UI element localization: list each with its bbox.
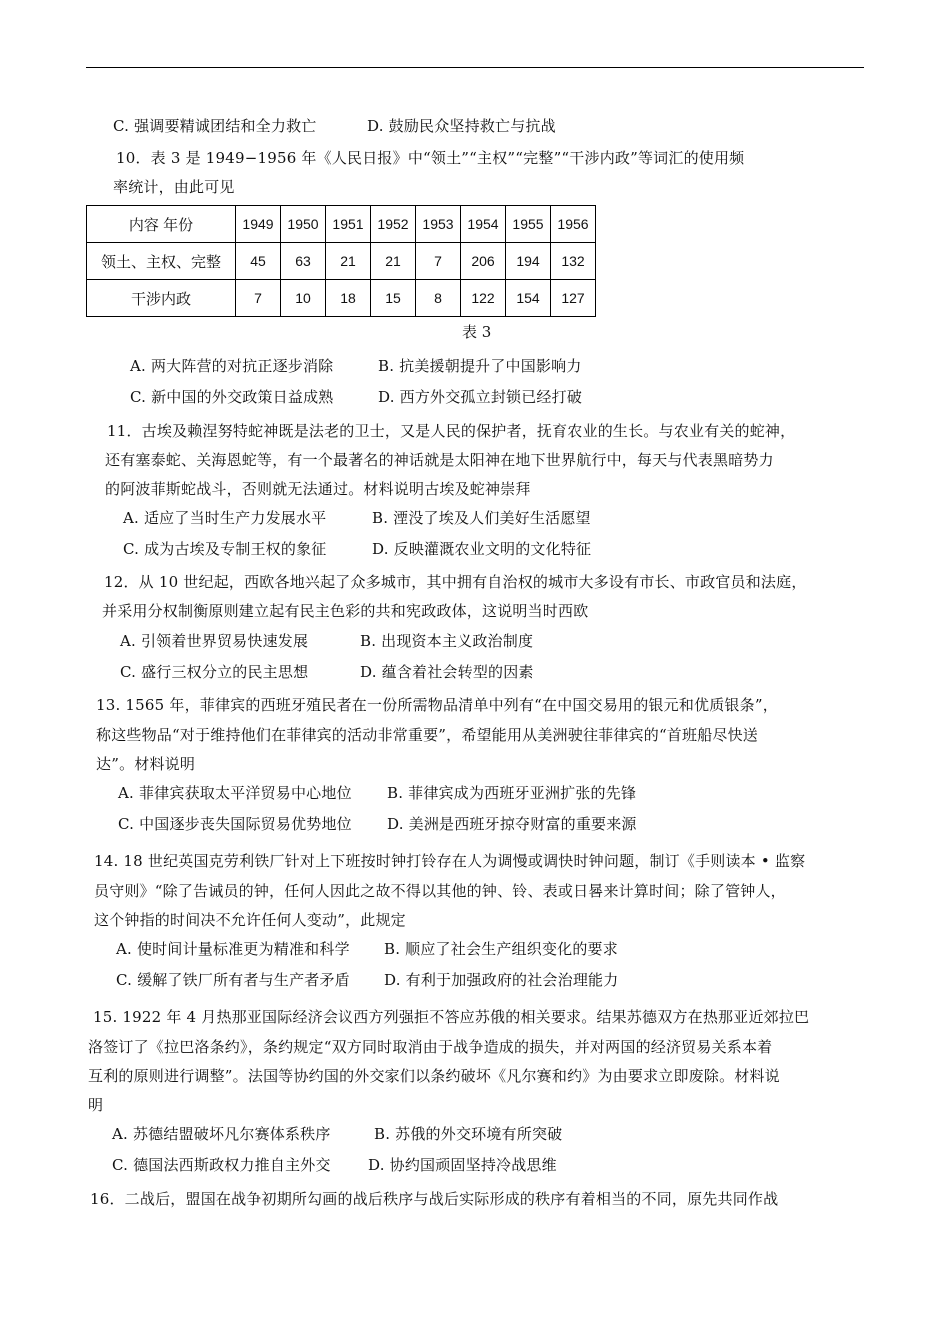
q14-option-d: D. 有利于加强政府的社会治理能力 <box>384 971 619 989</box>
q10-stem-line1: 10．表 3 是 1949−1956 年《人民日报》中“领土”“主权”“完整”“干涉内政”等词汇的使用频 <box>116 149 745 167</box>
value-cell: 7 <box>236 280 281 317</box>
value-cell: 15 <box>371 280 416 317</box>
q9-option-c: C. 强调要精诚团结和全力救亡 <box>113 117 317 135</box>
q15-option-c: C. 德国法西斯政权力推自主外交 <box>112 1156 331 1174</box>
value-cell: 132 <box>551 243 596 280</box>
q10-stem-line2: 率统计，由此可见 <box>113 178 235 196</box>
q14-options-ab <box>116 939 618 959</box>
value-cell: 194 <box>506 243 551 280</box>
table-row <box>87 280 596 317</box>
q13-option-c: C. 中国逐步丧失国际贸易优势地位 <box>118 815 352 833</box>
value-cell: 8 <box>416 280 461 317</box>
table-caption: 表 3 <box>462 323 492 341</box>
value-cell: 63 <box>281 243 326 280</box>
q15-stem-line2: 洛签订了《拉巴洛条约》，条约规定“双方同时取消由于战争造成的损失，并对两国的经济贸易关系本着 <box>88 1038 773 1056</box>
q10-option-a: A. 两大阵营的对抗正逐步消除 <box>130 357 334 375</box>
q11-stem-line3: 的阿波菲斯蛇战斗，否则就无法通过。材料说明古埃及蛇神崇拜 <box>105 480 531 498</box>
q11-stem-line1: 11．古埃及赖涅努特蛇神既是法老的卫士，又是人民的保护者，抚育农业的生长。与农业有关的蛇神， <box>107 422 796 440</box>
q12-option-d: D. 蕴含着社会转型的因素 <box>360 663 534 681</box>
q10-option-c: C. 新中国的外交政策日益成熟 <box>130 388 334 406</box>
q14-stem-line2: 员守则》“除了告诫员的钟，任何人因此之故不得以其他的钟、铃、表或日晷来计算时间；除了管钟人， <box>94 882 786 900</box>
q16-stem-line1: 16．二战后，盟国在战争初期所勾画的战后秩序与战后实际形成的秩序有着相当的不同，原先共同作战 <box>90 1190 779 1208</box>
q15-options-ab <box>112 1124 562 1144</box>
q12-stem-line1: 12．从 10 世纪起，西欧各地兴起了众多城市，其中拥有自治权的城市大多设有市长、市政官员和法庭， <box>104 573 807 591</box>
table-3 <box>86 205 596 317</box>
value-cell: 206 <box>461 243 506 280</box>
q11-option-d: D. 反映灌溉农业文明的文化特征 <box>372 540 592 558</box>
value-cell: 7 <box>416 243 461 280</box>
q14-option-c: C. 缓解了铁厂所有者与生产者矛盾 <box>116 971 350 989</box>
q10-option-d: D. 西方外交孤立封锁已经打破 <box>378 388 583 406</box>
q13-option-b: B. 菲律宾成为西班牙亚洲扩张的先锋 <box>387 784 637 802</box>
q14-option-b: B. 顺应了社会生产组织变化的要求 <box>384 940 618 958</box>
q11-options-cd <box>123 539 591 559</box>
year-cell: 1954 <box>461 206 506 243</box>
value-cell: 10 <box>281 280 326 317</box>
q14-option-a: A. 使时间计量标准更为精准和科学 <box>116 940 350 958</box>
value-cell: 122 <box>461 280 506 317</box>
value-cell: 154 <box>506 280 551 317</box>
q13-option-a: A. 菲律宾获取太平洋贸易中心地位 <box>118 784 352 802</box>
q12-option-a: A. 引领着世界贸易快速发展 <box>120 632 309 650</box>
q9-option-d: D. 鼓励民众坚持救亡与抗战 <box>367 117 556 135</box>
q15-option-d: D. 协约国顽固坚持冷战思维 <box>368 1156 557 1174</box>
q15-stem-line4: 明 <box>88 1096 104 1114</box>
value-cell: 45 <box>236 243 281 280</box>
q11-option-a: A. 适应了当时生产力发展水平 <box>123 509 327 527</box>
value-cell: 18 <box>326 280 371 317</box>
q11-options-ab <box>123 508 591 528</box>
q12-options-cd <box>120 662 534 682</box>
q13-stem-line3: 达”。材料说明 <box>96 755 196 773</box>
q10-option-b: B. 抗美援朝提升了中国影响力 <box>378 357 582 375</box>
q13-stem-line2: 称这些物品“对于维持他们在菲律宾的活动非常重要”，希望能用从美洲驶往菲律宾的“首班船尽快送 <box>96 726 759 744</box>
header-rule <box>86 67 864 68</box>
q12-stem-line2: 并采用分权制衡原则建立起有民主色彩的共和宪政政体，这说明当时西欧 <box>102 602 589 620</box>
q15-stem-line3: 互利的原则进行调整”。法国等协约国的外交家们以条约破坏《凡尔赛和约》为由要求立即废除。材料说 <box>88 1067 780 1085</box>
value-cell: 21 <box>326 243 371 280</box>
year-cell: 1952 <box>371 206 416 243</box>
q9-options-cd <box>113 116 556 136</box>
row-label: 领土、主权、完整 <box>87 243 236 280</box>
year-cell: 1956 <box>551 206 596 243</box>
q15-option-a: A. 苏德结盟破坏凡尔赛体系秩序 <box>112 1125 331 1143</box>
q15-option-b: B. 苏俄的外交环境有所突破 <box>374 1125 563 1143</box>
q13-option-d: D. 美洲是西班牙掠夺财富的重要来源 <box>387 815 637 833</box>
q11-option-c: C. 成为古埃及专制王权的象征 <box>123 540 327 558</box>
q11-stem-line2: 还有塞泰蛇、关海恩蛇等，有一个最著名的神话就是太阳神在地下世界航行中，每天与代表黑暗势力 <box>105 451 774 469</box>
year-cell: 1949 <box>236 206 281 243</box>
q12-options-ab <box>120 631 533 651</box>
year-cell: 1950 <box>281 206 326 243</box>
q12-option-b: B. 出现资本主义政治制度 <box>360 632 534 650</box>
q15-stem-line1: 15. 1922 年 4 月热那亚国际经济会议西方列强拒不答应苏俄的相关要求。结果苏德双方在热那亚近郊拉巴 <box>93 1008 810 1026</box>
row-label: 干涉内政 <box>87 280 236 317</box>
q13-options-cd <box>118 814 637 834</box>
value-cell: 21 <box>371 243 416 280</box>
q15-options-cd <box>112 1155 557 1175</box>
q13-stem-line1: 13. 1565 年，菲律宾的西班牙殖民者在一份所需物品清单中列有“在中国交易用的银元和优质银条”， <box>96 696 778 714</box>
q12-option-c: C. 盛行三权分立的民主思想 <box>120 663 309 681</box>
q14-stem-line3: 这个钟指的时间决不允许任何人变动”，此规定 <box>94 911 406 929</box>
year-cell: 1955 <box>506 206 551 243</box>
q14-stem-line1: 14. 18 世纪英国克劳利铁厂针对上下班按时钟打铃存在人为调慢或调快时钟问题，制订《手则读本 • 监察 <box>94 852 806 870</box>
q10-options-cd <box>130 387 582 407</box>
table-header-label: 内容 年份 <box>87 206 236 243</box>
q11-option-b: B. 湮没了埃及人们美好生活愿望 <box>372 509 591 527</box>
table-row <box>87 243 596 280</box>
q10-options-ab <box>130 356 582 376</box>
table-header-row <box>87 206 596 243</box>
q14-options-cd <box>116 970 618 990</box>
value-cell: 127 <box>551 280 596 317</box>
year-cell: 1951 <box>326 206 371 243</box>
q13-options-ab <box>118 783 636 803</box>
year-cell: 1953 <box>416 206 461 243</box>
